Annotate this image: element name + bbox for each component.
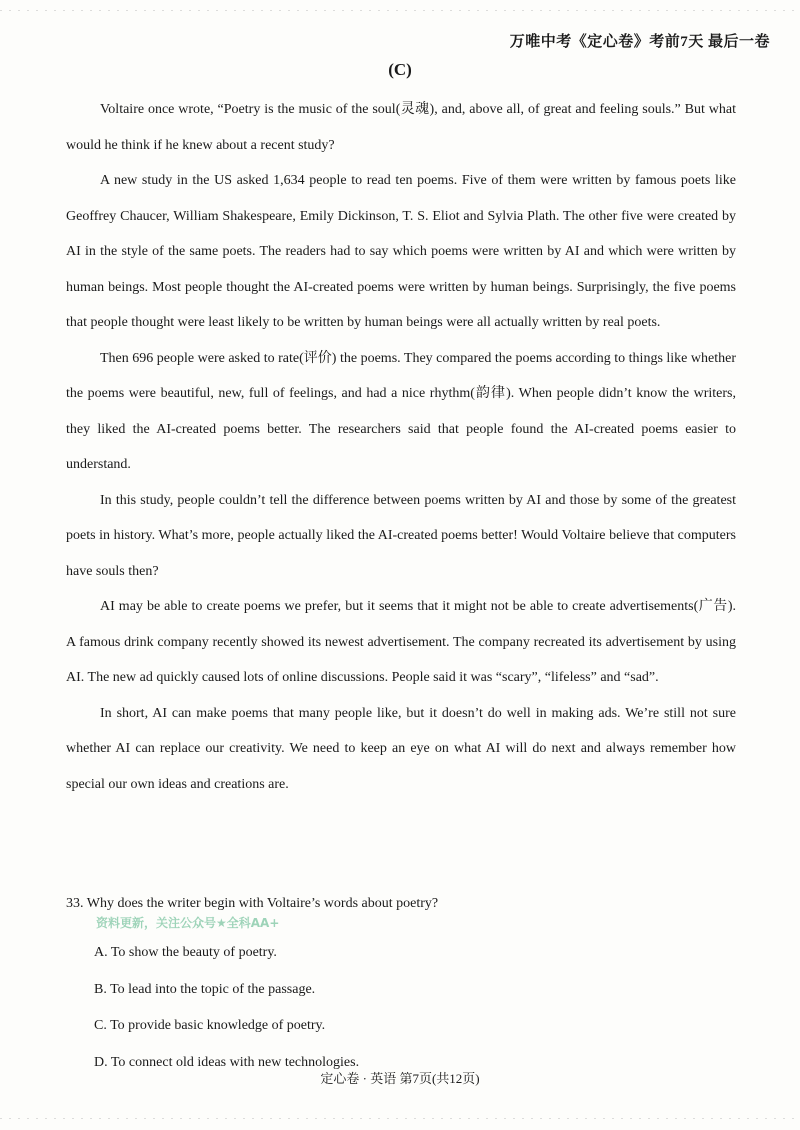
passage-paragraph: In short, AI can make poems that many people like, but it doesn’t do well in making ads. We’re still not sure whether AI can replace our creativity. We need to keep an eye on what AI will do next and always remember how special our own ideas and creations are.: [66, 705, 736, 792]
option-a[interactable]: A. To show the beauty of poetry.: [94, 945, 277, 960]
reading-passage: [66, 92, 736, 802]
passage-paragraph: AI may be able to create poems we prefer, but it seems that it might not be able to create advertisements(广告). A famous drink company recently showed its newest advertisement. The company recreated its advertisement by using AI. The new ad quickly caused lots of online discussions. People said it was “scary”, “lifeless” and “sad”.: [66, 599, 736, 685]
section-title: (C): [388, 60, 412, 79]
option-b[interactable]: B. To lead into the topic of the passage.: [94, 981, 316, 997]
passage-paragraph: Then 696 people were asked to rate(评价) the poems. They compared the poems according to things like whether the poems were beautiful, new, full of feelings, and had a nice rhythm(韵律). When people didn’t know the writers, they liked the AI-created poems better. The researchers said that people found the AI-created poems easier to understand.: [66, 350, 736, 472]
exam-series-header: 万唯中考《定心卷》考前7天 最后一卷: [509, 34, 770, 50]
option-c[interactable]: C. To provide basic knowledge of poetry.: [94, 1018, 326, 1033]
question-stem: 33. Why does the writer begin with Voltaire’s words about poetry?: [66, 896, 439, 911]
passage-paragraph: In this study, people couldn’t tell the difference between poems written by AI and those by some of the greatest poets in history. What’s more, people actually liked the AI-created poems better! Would Voltaire believe that computers have souls then?: [66, 492, 736, 579]
option-d[interactable]: D. To connect old ideas with new technologies.: [94, 1054, 360, 1070]
scan-edge-bottom: [0, 1118, 800, 1119]
page-footer: 定心卷 · 英语 第7页(共12页): [320, 1071, 480, 1086]
question-33: [66, 893, 736, 1081]
answer-options: [94, 935, 736, 1081]
scan-edge-top: [0, 10, 800, 11]
passage-paragraph: A new study in the US asked 1,634 people to read ten poems. Five of them were written by famous poets like Geoffrey Chaucer, William Shakespeare, Emily Dickinson, T. S. Eliot and Sylvia Plath. The other five were created by AI in the style of the same poets. The readers had to say which poems were written by AI and which were written by human beings. Most people thought the AI-created poems were written by human beings. Surprisingly, the five poems that people thought were least likely to be written by human beings were all actually written by real poets.: [66, 173, 736, 330]
watermark-text: 资料更新，关注公众号★全科AA+: [96, 916, 280, 930]
passage-paragraph: Voltaire once wrote, “Poetry is the music of the soul(灵魂), and, above all, of great and feeling souls.” But what would he think if he knew about a recent study?: [66, 102, 736, 153]
